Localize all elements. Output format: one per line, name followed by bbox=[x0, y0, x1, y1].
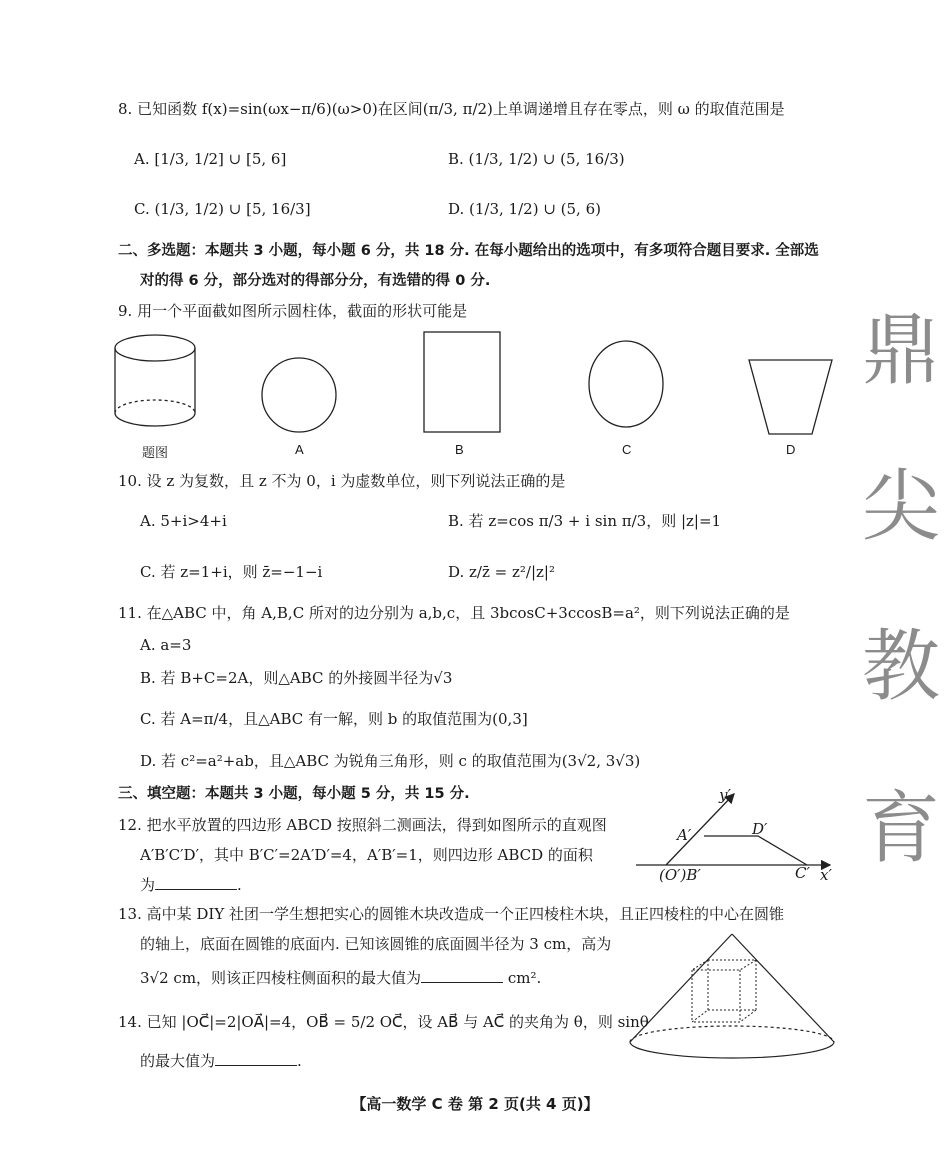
section2-heading-line1: 二、多选题：本题共 3 小题，每小题 6 分，共 18 分. 在每小题给出的选项中，有多项符合题目要求. 全部选 bbox=[118, 243, 819, 259]
q13-answer-blank[interactable] bbox=[421, 968, 503, 983]
q12-label-c: C′ bbox=[795, 864, 810, 882]
q12-answer-blank[interactable] bbox=[155, 875, 237, 890]
q11-option-b: B. 若 B+C=2A，则△ABC 的外接圆半径为√3 bbox=[140, 669, 453, 687]
section2-heading-line2: 对的得 6 分，部分选对的得部分分，有选错的得 0 分. bbox=[140, 273, 491, 289]
q12-line3-text: 为 bbox=[140, 876, 156, 894]
q12-line1: 12. 把水平放置的四边形 ABCD 按照斜二测画法，得到如图所示的直观图 bbox=[118, 816, 607, 834]
q8-option-a: A. [1/3, 1/2] ∪ [5, 6] bbox=[134, 150, 287, 168]
q10-option-c: C. 若 z=1+i，则 z̄=−1−i bbox=[140, 563, 323, 581]
q10-option-d: D. z/z̄ = z²/|z|² bbox=[448, 563, 555, 581]
q13-line3-end: cm². bbox=[503, 969, 542, 987]
q12-label-ob: (O′)B′ bbox=[659, 866, 701, 884]
shape-d-trapezoid bbox=[749, 360, 832, 434]
q12-line2: A′B′C′D′，其中 B′C′=2A′D′=4，A′B′=1，则四边形 ABCD 的面积 bbox=[140, 846, 593, 864]
watermark-char-1: 鼎 bbox=[862, 306, 941, 396]
caption-b: B bbox=[455, 442, 464, 457]
q12-label-d: D′ bbox=[752, 820, 768, 838]
caption-a: A bbox=[295, 442, 304, 457]
q11-option-d: D. 若 c²=a²+ab，且△ABC 为锐角三角形，则 c 的取值范围为(3√2, 3√3) bbox=[140, 752, 641, 770]
caption-c: C bbox=[622, 442, 632, 457]
caption-d: D bbox=[786, 442, 796, 457]
q14-line2 bbox=[140, 1050, 302, 1072]
q14-line2-text: 的最大值为 bbox=[140, 1052, 216, 1070]
q14-line1: 14. 已知 |OC⃗|=2|OA⃗|=4，OB⃗ = 5/2 OC⃗，设 AB⃗ 与 AC⃗ 的夹角为 θ，则 sinθ bbox=[118, 1013, 649, 1031]
q10-stem: 10. 设 z 为复数，且 z 不为 0，i 为虚数单位，则下列说法正确的是 bbox=[118, 472, 566, 490]
q12-line3 bbox=[140, 874, 242, 896]
q12-label-x: x′ bbox=[820, 866, 832, 884]
q14-answer-blank[interactable] bbox=[215, 1051, 297, 1066]
page-footer: 【高一数学 C 卷 第 2 页(共 4 页)】 bbox=[351, 1095, 599, 1113]
q10-option-b: B. 若 z=cos π/3 + i sin π/3，则 |z|=1 bbox=[448, 512, 722, 530]
q10-option-a: A. 5+i>4+i bbox=[140, 512, 227, 530]
watermark-char-4: 育 bbox=[862, 784, 941, 874]
caption-problem-figure: 题图 bbox=[142, 445, 169, 460]
shape-b-rectangle bbox=[424, 332, 500, 432]
q8-option-c: C. (1/3, 1/2) ∪ [5, 16/3] bbox=[134, 200, 311, 218]
shape-a-circle bbox=[262, 358, 336, 432]
q13-line3-text: 3√2 cm，则该正四棱柱侧面积的最大值为 bbox=[140, 969, 422, 987]
q8-option-b: B. (1/3, 1/2) ∪ (5, 16/3) bbox=[448, 150, 625, 168]
shape-c-ellipse bbox=[589, 341, 663, 427]
q13-line3 bbox=[140, 967, 541, 989]
q11-option-a: A. a=3 bbox=[140, 636, 192, 654]
q13-line2: 的轴上，底面在圆锥的底面内. 已知该圆锥的底面圆半径为 3 cm，高为 bbox=[140, 935, 612, 953]
q11-stem: 11. 在△ABC 中，角 A,B,C 所对的边分别为 a,b,c，且 3bcosC+3ccosB=a²，则下列说法正确的是 bbox=[118, 604, 790, 622]
q13-line1: 13. 高中某 DIY 社团一学生想把实心的圆锥木块改造成一个正四棱柱木块，且正四棱柱的中心在圆锥 bbox=[118, 905, 785, 923]
q11-option-c: C. 若 A=π/4，且△ABC 有一解，则 b 的取值范围为(0,3] bbox=[140, 710, 528, 728]
q12-label-y: y′ bbox=[719, 786, 731, 804]
section3-heading: 三、填空题：本题共 3 小题，每小题 5 分，共 15 分. bbox=[118, 786, 470, 802]
q12-label-a: A′ bbox=[677, 826, 692, 844]
q14-line2-end: . bbox=[297, 1052, 302, 1070]
watermark-char-3: 教 bbox=[862, 622, 941, 712]
cylinder-figure bbox=[115, 335, 195, 426]
watermark-char-2: 尖 bbox=[862, 462, 941, 552]
q8-stem: 8. 已知函数 f(x)=sin(ωx−π/6)(ω>0)在区间(π/3, π/2)上单调递增且存在零点，则 ω 的取值范围是 bbox=[118, 100, 785, 118]
q12-line3-end: . bbox=[237, 876, 242, 894]
q13-cone-figure bbox=[628, 930, 838, 1062]
q9-figures bbox=[110, 328, 840, 440]
q8-option-d: D. (1/3, 1/2) ∪ (5, 6) bbox=[448, 200, 601, 218]
q9-stem: 9. 用一个平面截如图所示圆柱体，截面的形状可能是 bbox=[118, 302, 468, 320]
